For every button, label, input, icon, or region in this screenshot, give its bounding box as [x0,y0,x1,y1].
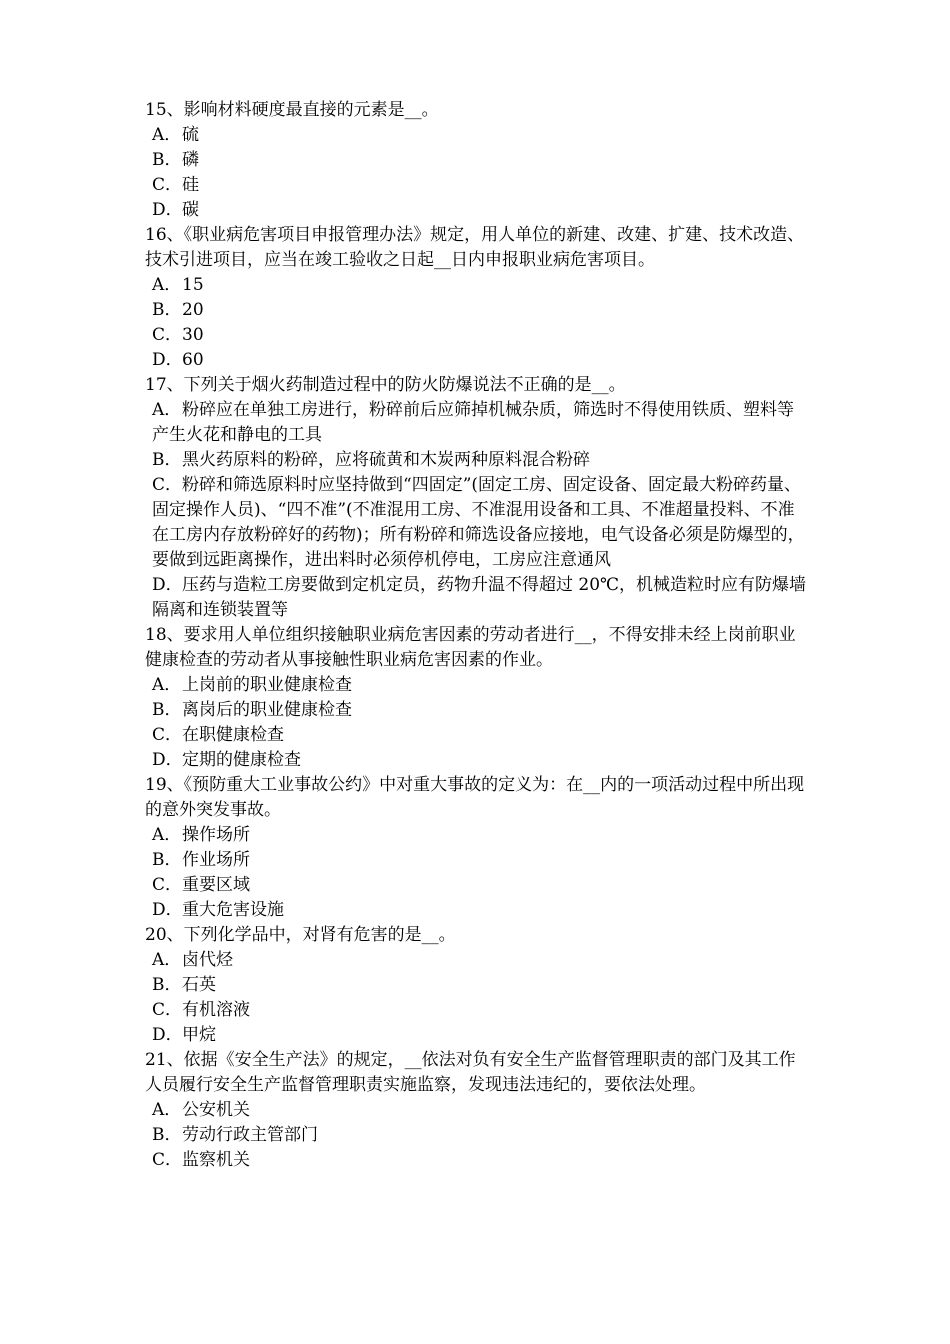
option-text: 公安机关 [182,1100,250,1120]
option-text: 30 [182,325,204,345]
question-block [145,373,810,623]
option-text: 重要区域 [182,875,250,895]
option-letter: A． [152,125,182,145]
answer-option [145,1098,810,1123]
option-letter: C． [152,725,183,745]
option-letter: A． [152,400,182,420]
option-letter: B． [152,150,182,170]
option-text: 黑火药原料的粉碎，应将硫黄和木炭两种原料混合粉碎 [182,450,590,470]
question-block [145,1048,810,1173]
answer-option [145,198,810,223]
answer-option [145,1148,810,1173]
question-block [145,773,810,923]
question-text: 21、依据《安全生产法》的规定，__依法对负有安全生产监督管理职责的部门及其工作人员履行安全生产监督管理职责实施监察，发现违法违纪的，要依法处理。 [145,1050,796,1095]
answer-option [145,298,810,323]
option-text: 上岗前的职业健康检查 [182,675,352,695]
option-text: 离岗后的职业健康检查 [182,700,352,720]
option-letter: C． [152,875,183,895]
option-letter: B． [152,1125,182,1145]
question-text: 15、影响材料硬度最直接的元素是__。 [145,100,439,120]
question-text: 18、要求用人单位组织接触职业病危害因素的劳动者进行__，不得安排未经上岗前职业健康检查的劳动者从事接触性职业病危害因素的作业。 [145,625,796,670]
option-text: 劳动行政主管部门 [182,1125,318,1145]
answer-option [145,698,810,723]
option-text: 60 [182,350,204,370]
option-letter: B． [152,450,182,470]
option-letter: A． [152,825,182,845]
option-letter: B． [152,300,182,320]
option-letter: D． [152,750,183,770]
answer-option [145,123,810,148]
option-text: 15 [182,275,204,295]
option-letter: B． [152,850,182,870]
option-text: 压药与造粒工房要做到定机定员，药物升温不得超过 20℃，机械造粒时应有防爆墙隔离和连锁装置等 [152,575,807,620]
question-text: 19、《预防重大工业事故公约》中对重大事故的定义为：在__内的一项活动过程中所出现的意外突发事故。 [145,775,805,820]
option-text: 磷 [182,150,199,170]
option-text: 20 [182,300,204,320]
answer-option [145,673,810,698]
answer-option [145,323,810,348]
answer-option [145,348,810,373]
document-body [145,98,810,1173]
option-text: 卤代烃 [182,950,233,970]
option-text: 硅 [182,175,199,195]
answer-option [145,998,810,1023]
option-letter: C． [152,1000,183,1020]
answer-option [145,848,810,873]
option-letter: A． [152,950,182,970]
option-letter: B． [152,700,182,720]
question-text: 17、下列关于烟火药制造过程中的防火防爆说法不正确的是__。 [145,375,626,395]
answer-option [145,973,810,998]
answer-option [145,748,810,773]
option-letter: C． [152,475,183,495]
option-letter: A． [152,1100,182,1120]
option-letter: D． [152,350,183,370]
question-block [145,223,810,373]
option-text: 硫 [182,125,199,145]
option-text: 粉碎和筛选原料时应坚持做到“四固定”(固定工房、固定设备、固定最大粉碎药量、固定操作人员)、“四不准”(不准混用工房、不准混用设备和工具、不准超量投料、不准在工房内存放粉碎好的药物)；所有粉碎和筛选设备应接地，电气设备必须是防爆型的，要做到远距离操作，进出料时必须停机停电，工房应注意通风 [152,475,805,570]
answer-option [145,823,810,848]
option-text: 石英 [182,975,216,995]
option-text: 作业场所 [182,850,250,870]
answer-option [145,1023,810,1048]
option-text: 重大危害设施 [182,900,284,920]
answer-option [145,873,810,898]
question-text: 20、下列化学品中，对肾有危害的是__。 [145,925,456,945]
answer-option [145,273,810,298]
question-block [145,623,810,773]
option-text: 粉碎应在单独工房进行，粉碎前后应筛掉机械杂质，筛选时不得使用铁质、塑料等产生火花和静电的工具 [152,400,794,445]
answer-option [145,173,810,198]
option-letter: D． [152,1025,183,1045]
question-block [145,923,810,1048]
answer-option [145,898,810,923]
option-letter: B． [152,975,182,995]
option-letter: C． [152,325,183,345]
answer-option [145,473,810,573]
option-text: 操作场所 [182,825,250,845]
answer-option [145,398,810,448]
option-letter: C． [152,1150,183,1170]
answer-option [145,148,810,173]
option-letter: C． [152,175,183,195]
option-text: 甲烷 [182,1025,216,1045]
option-text: 有机溶液 [182,1000,250,1020]
option-letter: A． [152,275,182,295]
option-letter: A． [152,675,182,695]
question-block [145,98,810,223]
option-text: 在职健康检查 [182,725,284,745]
option-letter: D． [152,200,183,220]
option-letter: D． [152,575,183,595]
option-letter: D． [152,900,183,920]
question-text: 16、《职业病危害项目申报管理办法》规定，用人单位的新建、改建、扩建、技术改造、技术引进项目，应当在竣工验收之日起__日内申报职业病危害项目。 [145,225,805,270]
answer-option [145,448,810,473]
answer-option [145,1123,810,1148]
option-text: 监察机关 [182,1150,250,1170]
answer-option [145,948,810,973]
option-text: 定期的健康检查 [182,750,301,770]
option-text: 碳 [182,200,199,220]
answer-option [145,723,810,748]
answer-option [145,573,810,623]
